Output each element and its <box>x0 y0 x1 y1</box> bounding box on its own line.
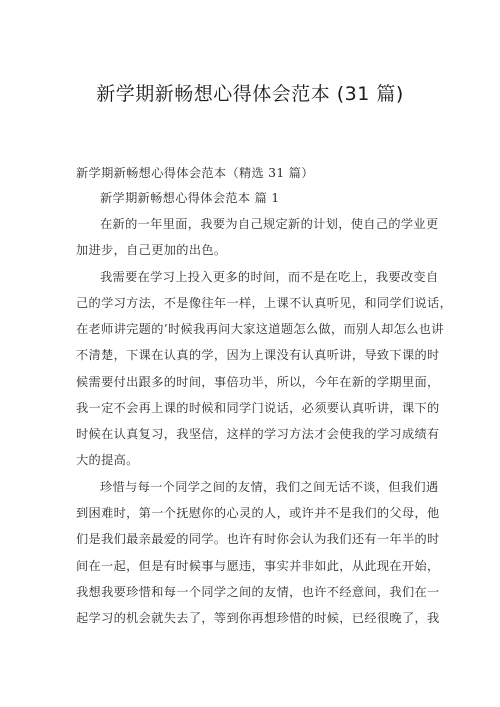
paragraph-line: 不清楚，下课在认真的学，因为上课没有认真听讲，导致下课的时 <box>76 348 440 362</box>
document-title: 新学期新畅想心得体会范本 (31 篇) <box>96 83 404 105</box>
document-subtitle: 新学期新畅想心得体会范本（精选 31 篇） <box>76 166 314 180</box>
paragraph-line: 珍惜与每一个同学之间的友情，我们之间无话不谈，但我们遇 <box>100 480 439 494</box>
section-heading: 新学期新畅想心得体会范本 篇 1 <box>100 191 280 205</box>
paragraph-line: 在老师讲完题的’时候我再问大家这道题怎么做，而别人却怎么也讲 <box>76 322 444 336</box>
paragraph-line: 我想我要珍惜和每一个同学之间的友情，也许不经意间，我们在一 <box>76 585 440 599</box>
paragraph-line: 时候在认真复习，我坚信，这样的学习方法才会使我的学习成绩有 <box>76 427 440 441</box>
paragraph-line: 起学习的机会就失去了，等到你再想珍惜的时候，已经很晚了，我 <box>76 611 440 625</box>
paragraph-line: 到困难时，第一个抚慰你的心灵的人，或许并不是我们的父母，他 <box>76 506 440 520</box>
paragraph-line: 在新的一年里面，我要为自己规定新的计划，使自己的学业更 <box>100 217 439 231</box>
paragraph-line: 们是我们最亲最爱的同学。也许有时你会认为我们还有一年半的时 <box>76 532 440 546</box>
paragraph-line: 加进步，自己更加的出色。 <box>76 243 227 257</box>
paragraph-line: 间在一起，但是有时候事与愿违，事实并非如此，从此现在开始， <box>76 559 440 573</box>
paragraph-line: 候需要付出跟多的时间，事倍功半，所以，今年在新的学期里面， <box>76 375 440 389</box>
paragraph-line: 我一定不会再上课的时候和同学门说话，必须要认真听讲，课下的 <box>76 401 440 415</box>
paragraph-line: 我需要在学习上投入更多的时间，而不是在吃上，我要改变自 <box>100 270 439 284</box>
paragraph-line: 大的提高。 <box>76 453 139 467</box>
paragraph-line: 己的学习方法，不是像往年一样，上课不认真听见，和同学们说话， <box>76 296 453 310</box>
